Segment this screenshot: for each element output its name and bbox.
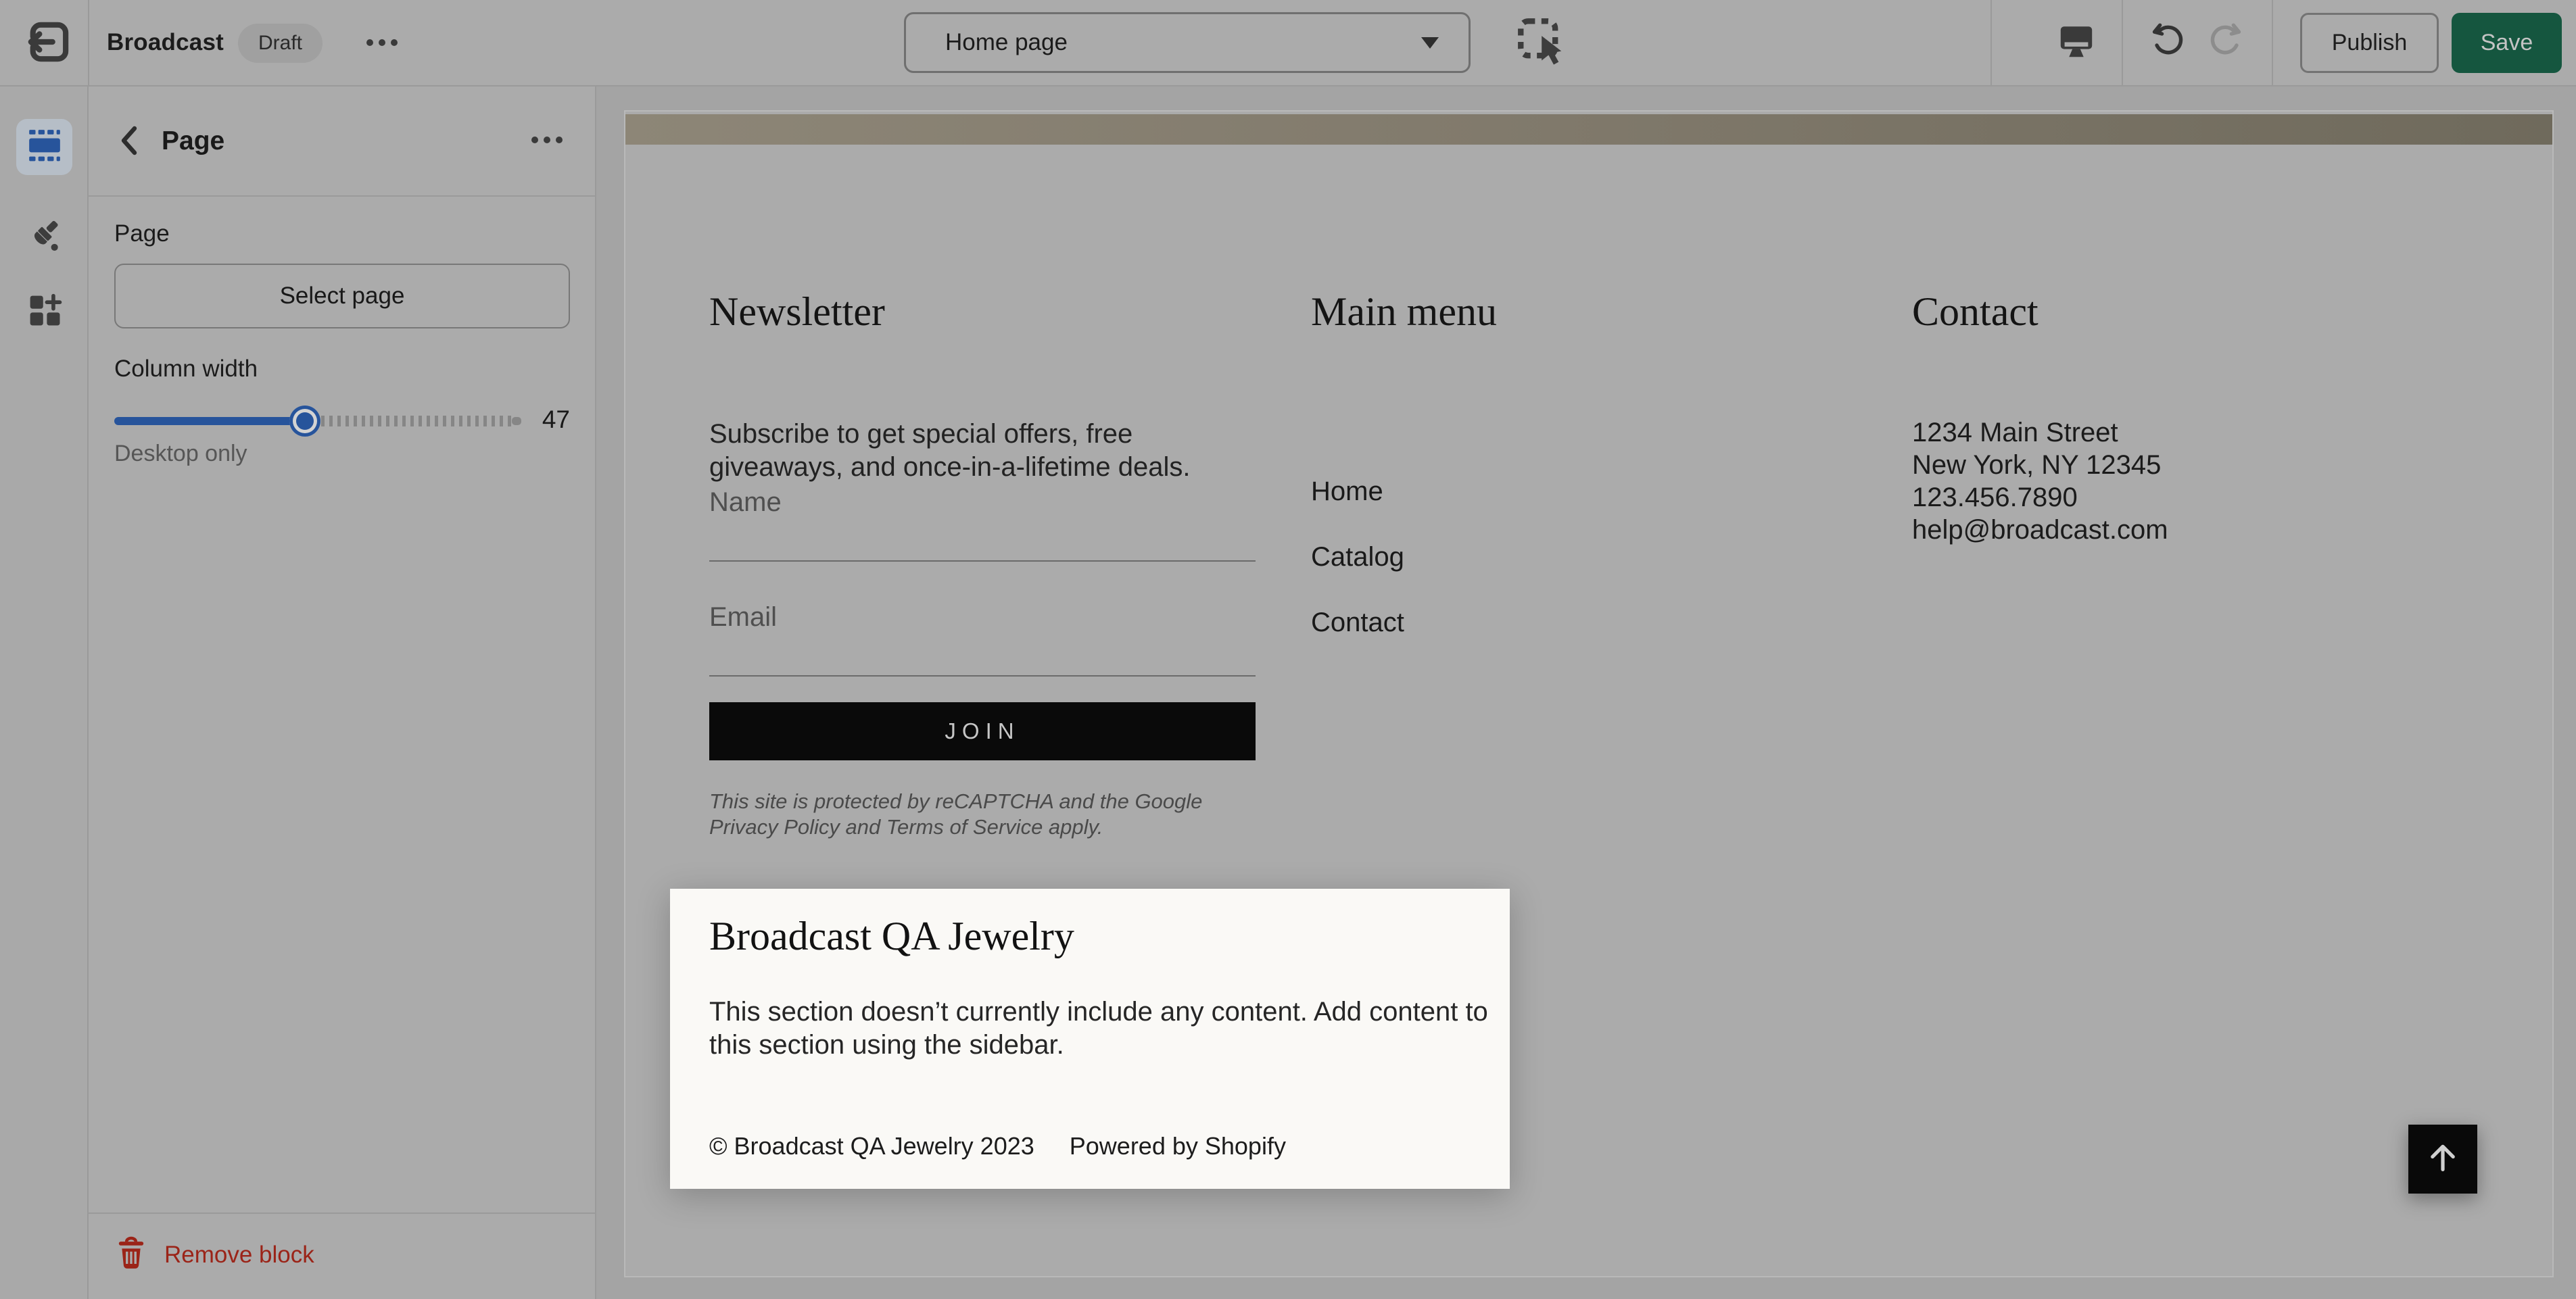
redo-button[interactable] — [2207, 22, 2247, 62]
divider — [2272, 0, 2273, 85]
exit-icon — [25, 21, 70, 66]
preview-canvas — [596, 87, 2576, 1299]
powered-by-link[interactable]: Powered by Shopify — [1069, 1132, 1286, 1160]
inspect-section-button[interactable] — [1514, 16, 1571, 73]
remove-block-label: Remove block — [164, 1242, 314, 1268]
undo-icon — [2147, 22, 2185, 63]
chevron-left-icon — [117, 124, 141, 160]
remove-block-button[interactable] — [116, 1234, 314, 1276]
selected-section-highlight[interactable] — [670, 889, 1510, 1189]
contact-line: New York, NY 12345 — [1912, 450, 2162, 480]
back-to-top-button[interactable] — [2408, 1125, 2477, 1194]
footer-menu-column — [1311, 289, 1497, 335]
main-menu-heading: Main menu — [1311, 289, 1497, 334]
publish-button[interactable]: Publish — [2300, 13, 2439, 73]
status-badge: Draft — [238, 24, 323, 63]
footer-contact-column — [1912, 289, 2168, 546]
name-placeholder: Name — [709, 487, 782, 517]
slider-track-remainder — [305, 416, 515, 426]
column-width-slider[interactable] — [114, 399, 520, 443]
divider — [2122, 0, 2123, 85]
footer-link-home[interactable]: Home — [1311, 476, 1383, 506]
hero-image-bottom-strip — [625, 114, 2552, 145]
page-field-label: Page — [114, 220, 170, 247]
column-width-control — [114, 399, 570, 443]
recaptcha-note — [709, 789, 1202, 840]
contact-line: 1234 Main Street — [1912, 418, 2118, 447]
name-input[interactable] — [709, 487, 1256, 562]
sections-icon — [26, 127, 63, 167]
nav-app-embeds-tab[interactable] — [16, 284, 72, 340]
arrow-up-icon — [2423, 1138, 2462, 1181]
copyright-text: © Broadcast QA Jewelry 2023 — [709, 1132, 1034, 1160]
desktop-monitor-icon — [2057, 22, 2096, 64]
paintbrush-icon — [26, 218, 63, 258]
column-width-value: 47 — [542, 406, 570, 433]
footer-link-catalog[interactable]: Catalog — [1311, 542, 1404, 572]
footer-link-contact[interactable]: Contact — [1311, 608, 1404, 637]
slider-thumb[interactable] — [289, 406, 320, 437]
recaptcha-line1: This site is protected by reCAPTCHA and the Google — [709, 789, 1203, 813]
contact-line: help@broadcast.com — [1912, 515, 2168, 545]
preview-device-button[interactable] — [2055, 20, 2097, 65]
save-button[interactable]: Save — [2452, 13, 2562, 73]
chevron-down-icon — [1421, 37, 1439, 49]
recaptcha-line2: Privacy Policy and Terms of Service apply. — [709, 815, 1103, 839]
settings-sidebar — [89, 87, 596, 1299]
panel-title: Page — [162, 126, 225, 155]
newsletter-heading: Newsletter — [709, 289, 885, 334]
email-placeholder: Email — [709, 602, 778, 632]
marquee-cursor-icon — [1516, 16, 1570, 74]
newsletter-subtext: Subscribe to get special offers, free giveaways, and once-in-a-lifetime deals. — [709, 419, 1191, 482]
contact-line: 123.456.7890 — [1912, 483, 2078, 512]
store-preview[interactable] — [624, 110, 2554, 1277]
divider — [88, 0, 89, 85]
desktop-only-note: Desktop only — [114, 441, 247, 466]
slider-track-fill — [114, 417, 305, 425]
empty-section-body: This section doesn’t currently include any content. Add content to this section using the sidebar. — [709, 997, 1488, 1060]
join-button[interactable]: JOIN — [709, 702, 1256, 760]
contact-address — [1912, 416, 2168, 546]
select-page-button[interactable]: Select page — [114, 264, 570, 328]
top-bar — [0, 0, 2576, 87]
column-width-label: Column width — [114, 356, 258, 382]
redo-icon — [2208, 22, 2246, 63]
page-selector-value: Home page — [945, 29, 1068, 55]
editor-nav-rail — [0, 87, 89, 1299]
empty-section-heading: Broadcast QA Jewelry — [709, 914, 1074, 958]
nav-theme-settings-tab[interactable] — [16, 210, 72, 266]
block-options-menu-button[interactable] — [531, 137, 563, 143]
email-input[interactable] — [709, 602, 1256, 677]
trash-icon — [116, 1235, 147, 1275]
page-selector-dropdown[interactable] — [904, 12, 1471, 73]
sidebar-header — [89, 87, 595, 197]
theme-name: Broadcast — [107, 29, 224, 55]
footer-legal-row — [709, 1132, 1286, 1160]
theme-options-menu-button[interactable] — [366, 39, 398, 46]
nav-sections-tab[interactable] — [16, 119, 72, 175]
exit-editor-button[interactable] — [20, 18, 74, 69]
blocks-plus-icon — [26, 292, 63, 332]
contact-heading: Contact — [1912, 289, 2038, 334]
back-button[interactable] — [116, 124, 143, 160]
footer-newsletter-column — [709, 289, 1270, 484]
divider — [89, 1212, 595, 1214]
divider — [1990, 0, 1992, 85]
undo-button[interactable] — [2146, 22, 2187, 62]
